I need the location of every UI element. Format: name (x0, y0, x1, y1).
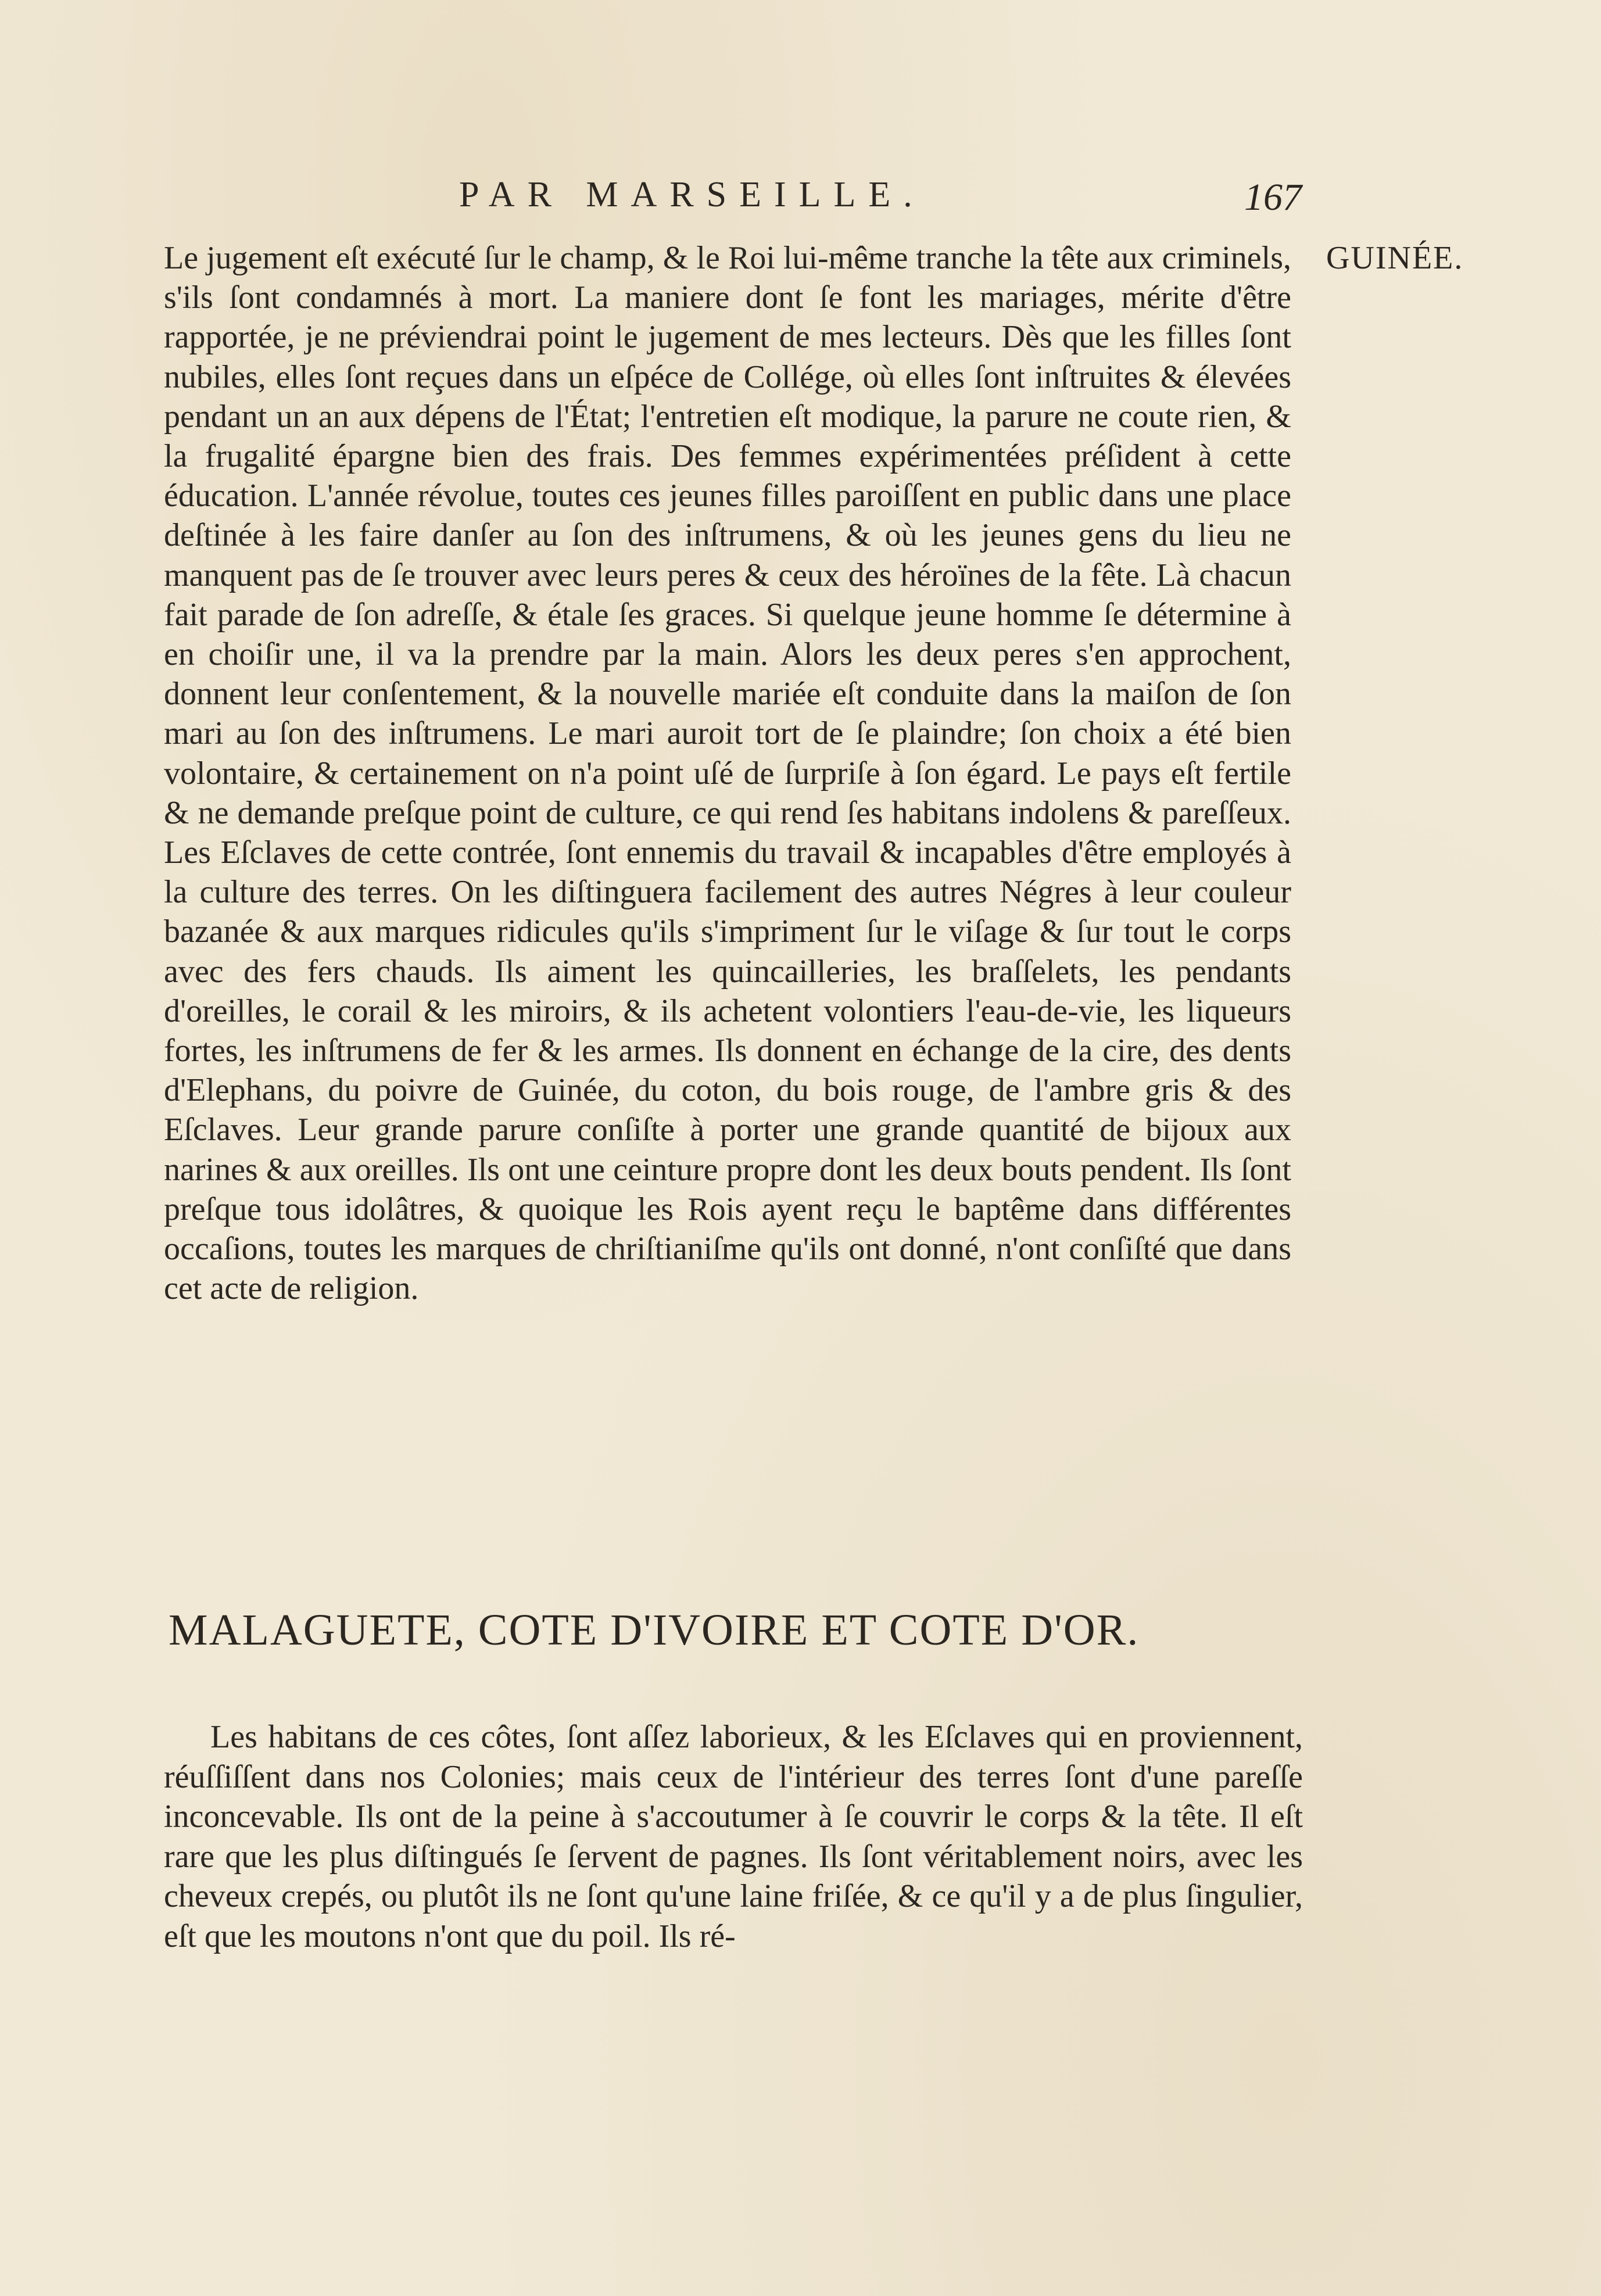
paragraph-malaguete: Les habitans de ces côtes, ſont aſſez laborieux, & les Eſclaves qui en proviennent, réuſſiſſent dans nos Colonies; mais ceux de l'intérieur des terres ſont d'une pareſſe inconcevable. Ils ont de la peine à s'accoutumer à ſe couvrir le corps & la tête. Il eſt rare que les plus diſtingués ſe ſervent de pagnes. Ils ſont véritablement noirs, avec les cheveux crepés, ou plutôt ils ne ſont qu'une laine friſée, & ce qu'il y a de plus ſingulier, eſt que les moutons n'ont que du poil. Ils ré- (164, 1719, 1303, 1954)
marginal-note: GUINÉE. (1326, 240, 1464, 276)
page-header (163, 174, 1302, 221)
page-number: 167 (1244, 176, 1302, 219)
paragraph-guinea: Le jugement eſt exécuté ſur le champ, & le Roi lui-même tranche la tête aux criminels, s'ils ſont condamnés à mort. La maniere dont ſe font les mariages, mérite d'être rapportée, je ne préviendrai point le jugement de mes lecteurs. Dès que les filles ſont nubiles, elles ſont reçues dans un eſpéce de Collége, où elles ſont inſtruites & élevées pendant un an aux dépens de l'État; l'entretien eſt modique, la parure ne coute rien, & la frugalité épargne bien des frais. Des femmes expérimentées préſident à cette éducation. L'année révolue, toutes ces jeunes filles paroiſſent en public dans une place deſtinée à les faire danſer au ſon des inſtrumens, & où les jeunes gens du lieu ne manquent pas de ſe trouver avec leurs peres & ceux des héroïnes de la fête. Là chacun fait parade de ſon adreſſe, & étale ſes graces. Si quelque jeune homme ſe détermine à en choiſir une, il va la prendre par la main. Alors les deux peres s'en approchent, donnent leur conſentement, & la nouvelle mariée eſt conduite dans la maiſon de ſon mari au ſon des inſtrumens. Le mari auroit tort de ſe plaindre; ſon choix a été bien volontaire, & certainement on n'a point uſé de ſurpriſe à ſon égard. Le pays eſt fertile & ne demande preſque point de culture, ce qui rend ſes habitans indolens & pareſſeux. Les Eſclaves de cette contrée, ſont ennemis du travail & incapables d'être employés à la culture des terres. On les diſtinguera facilement des autres Négres à leur couleur bazanée & aux marques ridicules qu'ils s'impriment ſur le viſage & ſur tout le corps avec des fers chauds. Ils aiment les quincailleries, les braſſelets, les pendants d'oreilles, le corail & les miroirs, & ils achetent volontiers l'eau-de-vie, les liqueurs fortes, les inſtrumens de fer & les armes. Ils donnent en échange de la cire, des dents d'Elephans, du poivre de Guinée, du coton, du bois rouge, de l'ambre gris & des Eſclaves. Leur grande parure conſiſte à porter une grande quantité de bijoux aux narines & aux oreilles. Ils ont une ceinture propre dont les deux bouts pendent. Ils ſont preſque tous idolâtres, & quoique les Rois ayent reçu le baptême dans différentes occaſions, toutes les marques de chriſtianiſme qu'ils ont donné, n'ont conſiſté que dans cet acte de religion. (164, 240, 1291, 1307)
running-head: PAR MARSEILLE. (459, 175, 925, 214)
section-heading: MALAGUETE, COTE D'IVOIRE ET COTE D'OR. (169, 1606, 1140, 1654)
